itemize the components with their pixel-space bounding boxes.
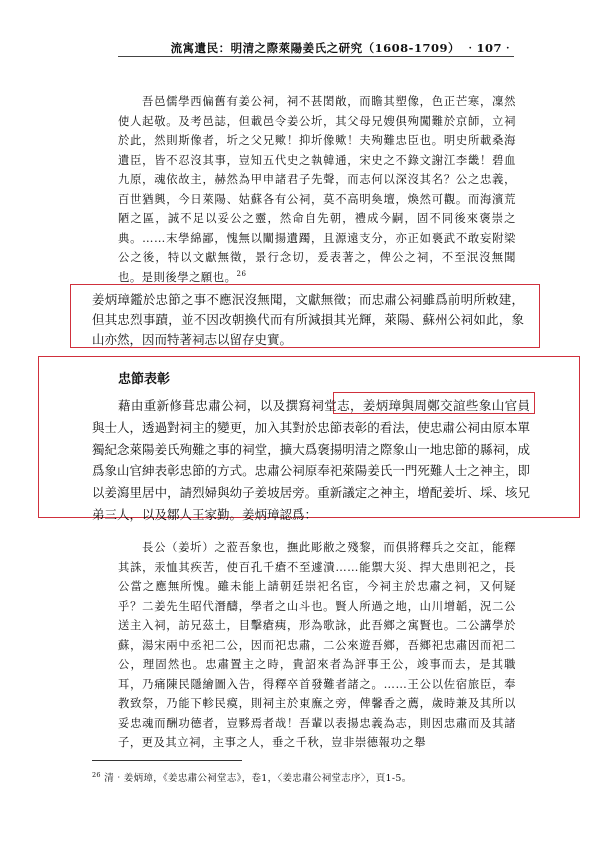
footnote-ref: 26 [236,269,247,278]
block-quote-1 [118,92,516,287]
footnote-rule [92,760,242,761]
footnote-number: 26 [92,770,101,779]
comment-text: 姜炳璋鑑於忠節之事不應泯沒無聞，文獻無徵；而忠肅公祠雖爲前明所敕建，但其忠烈事蹟，並不因改朝換代而有所減損其光輝，萊陽、蘇州公祠如此，象山亦然，因而特著祠志以留存史實。 [92,292,524,347]
quote-2-text: 長公（姜圻）之蒞吾象也，撫此彫敝之殘黎，而俱將釋兵之交訌，能釋其誅，汞恤其疾苦，使百孔千瘡不至遽潰……能禦大災、捍大患則祀之，長公當之應無所愧。雖未能上請朝廷崇祀名宦，今祠主於忠肅之祠，又何疑乎？二姜先生昭代潛醻，學者之山斗也。賢人所過之地，山川增韜，況二公送主入祠，訪兄茲土，目擊瘡痍，形為歌詠，此吾鄉之寓賢也。二公講學於蘇，湯宋兩中丞祀二公，因而祀忠肅，二公來遊吾鄉，吾鄉祀忠肅因而祀二公，理固然也。忠肅置主之時，貴詔來者為評事王公，竣事而去，是其職耳，乃痛陳民隱繪圖入告，得釋卒首發難者諸之。……王公以佐宿旅臣，奉教致祭，乃能下軫民瘼，則祠主於東廡之旁，俾馨香之薦，歲時兼及其所以妥忠魂而酬功德者，豈夥焉者哉！吾輩以表揚忠義為志，則因忠肅而及其諸子，更及其立祠，主事之人，垂之千秋，豈非崇德報功之舉 [118,541,516,749]
header-rule [118,56,514,57]
body-paragraph [92,395,530,526]
footnote [92,770,412,784]
running-header [118,40,514,56]
section-heading: 忠節表彰 [118,372,171,387]
comment-paragraph [92,290,524,350]
quote-1-text: 吾邑儒學西偏舊有姜公祠，祠不甚閎敞，而瞻其塑像，色正芒寒，凜然使人起敬。及考邑誌，但載邑令姜公圻，其父母兄嫂俱殉闖難於京師，立祠於此，然則斯像者，圻之父兄歟！抑圻像歟！夫殉難忠臣也。明史所載桑海遺臣，皆不忍沒其事，豈知五代史之執韓通，宋史之不錄文謝江李畿！碧血九原，魂依故主，赫然為甲申諸君子先聲，而志何以深沒其名？公之忠義，百世猶興，今日萊陽、姑蘇各有公祠，莫不高明奐壇，煥然可觀。而海濱荒陋之區，誠不足以妥公之靈，然命自先朝，禮成今嗣，固不同後來褒崇之典。……末學綿鄙，愧無以闡揚遺躅，且源遠支分，亦正如裛武不敢妄附梁公之後，特以文獻無徵，景行念切，爰表著之，俾公之祠，不至泯沒無聞也。是則後學之願也。 [118,95,516,284]
header-title: 流寓遺民：明清之際萊陽姜氏之研究（1608-1709） [170,41,460,55]
footnote-text: 清‧姜炳璋，《姜忠肅公祠堂志》，卷1，〈姜忠肅公祠堂志序〉，頁1-5。 [104,773,412,784]
block-quote-2 [118,538,516,753]
page-number: ‧107‧ [464,41,514,55]
paragraph-prefix: 藉由重新修葺忠肅公祠，以及撰寫祠堂志， [118,398,363,413]
paragraph-rest: 士人，透過對祠主的變更，加入其對於忠節表彰的看法，使忠肅公祠由原本單獨紀念萊陽姜氏殉難之事的祠堂，擴大爲褒揚明清之際象山一地忠節的縣祠，成爲象山官紳表彰忠節的方式。忠肅公祠原奉祀萊陽姜氏一門死難人士之神主，即以姜瀉里居中，請烈婦與幼子姜坡居旁。重新議定之神主，增配姜圻、埰、垓兄弟三人，以及鄒人王家勤。姜炳璋認爲： [92,419,530,522]
paragraph-highlight: 姜炳璋與周鄭交誼些象山官員與 [92,398,530,435]
